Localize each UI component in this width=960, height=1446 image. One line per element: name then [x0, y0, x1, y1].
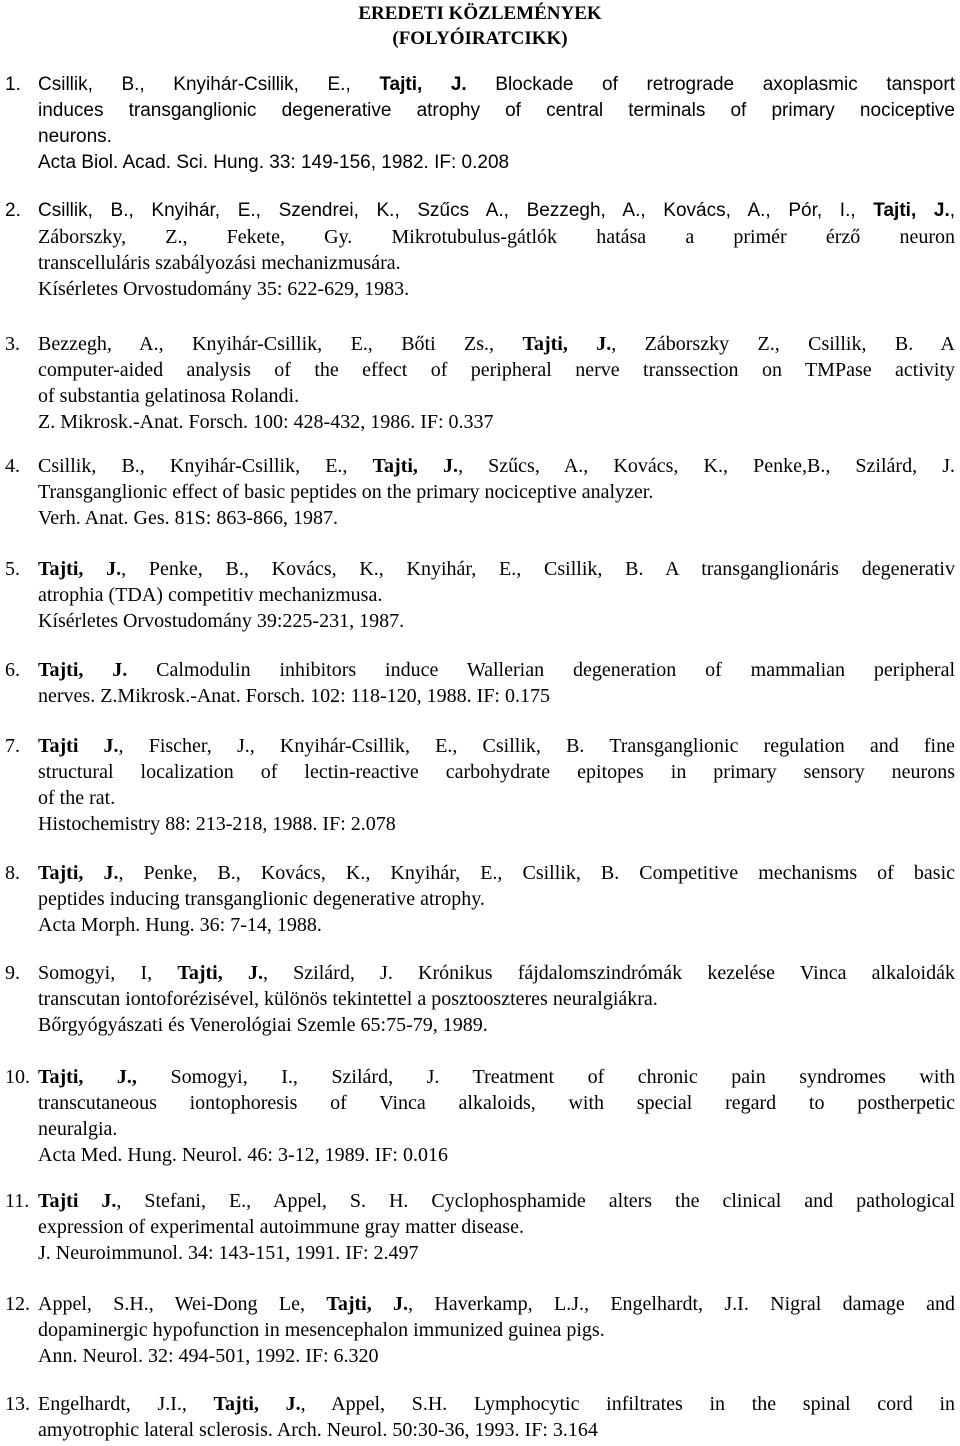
- entry-text-segment: Acta Med. Hung. Neurol. 46: 3-12, 1989. IF: 0.016: [38, 1144, 448, 1166]
- entry-text-segment: induces transganglionic degenerative atrophy of central terminals of primary nociceptive: [38, 100, 955, 121]
- entry-text-segment: Blockade of retrograde axoplasmic tansport: [466, 74, 955, 95]
- author-highlight: Tajti, J.: [379, 74, 467, 95]
- author-highlight: Tajti, J.: [213, 1393, 301, 1415]
- entry-number: 8.: [5, 862, 20, 884]
- entry-text-segment: Csillik, B., Knyihár-Csillik, E.,: [38, 74, 380, 95]
- entry-text-segment: , Záborszky Z., Csillik, B. A: [611, 333, 955, 355]
- entry-line: [38, 811, 955, 837]
- entry-line: [38, 912, 955, 938]
- entry-text-segment: Transganglionic effect of basic peptides on the primary nociceptive analyzer.: [38, 481, 654, 503]
- entry-line: [38, 331, 955, 357]
- entry-line: [38, 224, 955, 250]
- entry-text-segment: Engelhardt, J.I.,: [38, 1393, 214, 1415]
- entry-line: [38, 860, 955, 886]
- entry-line: [38, 453, 955, 479]
- page-title: EREDETI KÖZLEMÉNYEK: [358, 3, 602, 24]
- author-highlight: Tajti, J.: [38, 558, 122, 580]
- author-highlight: Tajti, J.: [38, 862, 119, 884]
- entry-text-segment: Appel, S.H., Wei-Dong Le,: [38, 1293, 327, 1315]
- entry-number: 13.: [5, 1393, 30, 1415]
- entry-text-segment: atrophia (TDA) competitiv mechanizmusa.: [38, 584, 383, 606]
- author-highlight: Tajti J.: [38, 1190, 117, 1212]
- entry-line: [38, 198, 955, 224]
- entry-text-segment: Z. Mikrosk.-Anat. Forsch. 100: 428-432, 1986. IF: 0.337: [38, 411, 494, 433]
- entry-line: [38, 1116, 955, 1142]
- entry-text-segment: dopaminergic hypofunction in mesencephalon immunized guinea pigs.: [38, 1319, 605, 1341]
- entry-text-segment: , Szűcs, A., Kovács, K., Penke,B., Szilárd, J.: [458, 455, 955, 477]
- author-highlight: Tajti, J.: [873, 200, 950, 221]
- entry-number: 12.: [5, 1293, 30, 1315]
- author-highlight: Tajti J.: [38, 735, 119, 757]
- entry-text-segment: J. Neuroimmunol. 34: 143-151, 1991. IF: 2.497: [38, 1242, 419, 1264]
- entry-text-segment: Kísérletes Orvostudomány 39:225-231, 1987.: [38, 610, 405, 632]
- entry-text-segment: Csillik, B., Knyihár, E., Szendrei, K., Szűcs A., Bezzegh, A., Kovács, A., Pór, I.,: [38, 200, 874, 221]
- entry-text-segment: ,: [949, 200, 955, 221]
- entry-line: [38, 276, 955, 302]
- entry-number: 5.: [5, 558, 20, 580]
- entry-line: [38, 1214, 955, 1240]
- entry-text-segment: Csillik, B., Knyihár-Csillik, E.,: [38, 455, 373, 477]
- entry-number: 6.: [5, 659, 20, 681]
- entry-text: [38, 453, 955, 531]
- entry-line: [38, 505, 955, 531]
- entry-line: [38, 657, 955, 683]
- entry-line: [38, 1291, 955, 1317]
- entry-line: [38, 1240, 955, 1266]
- author-highlight: Tajti, J.: [177, 962, 263, 984]
- entry-line: [38, 98, 955, 124]
- entry-line: [38, 409, 955, 435]
- entry-line: [38, 383, 955, 409]
- entry-text-segment: , Penke, B., Kovács, K., Knyihár, E., Csillik, B. A transganglionáris degenerativ: [121, 558, 955, 580]
- entry-text: [38, 733, 955, 837]
- entry-number: 3.: [5, 333, 20, 355]
- entry-text-segment: transcelluláris szabályozási mechanizmusára.: [38, 252, 401, 274]
- entry-text-segment: Kísérletes Orvostudomány 35: 622-629, 1983.: [38, 278, 410, 300]
- entry-number: 4.: [5, 455, 20, 477]
- entry-line: [38, 683, 955, 709]
- entry-text-segment: expression of experimental autoimmune gray matter disease.: [38, 1216, 524, 1238]
- entry-text-segment: Acta Morph. Hung. 36: 7-14, 1988.: [38, 914, 322, 936]
- entry-line: [38, 1343, 955, 1369]
- entry-text-segment: Verh. Anat. Ges. 81S: 863-866, 1987.: [38, 507, 338, 529]
- entry-number: 10.: [5, 1066, 30, 1088]
- entry-text: [38, 331, 955, 435]
- entry-text: [38, 1064, 955, 1168]
- entry-line: [38, 1064, 955, 1090]
- author-highlight: Tajti, J.: [522, 333, 612, 355]
- entry-line: [38, 556, 955, 582]
- entry-text-segment: Záborszky, Z., Fekete, Gy. Mikrotubulus-gátlók hatása a primér érző neuron: [38, 226, 955, 248]
- entry-line: [38, 960, 955, 986]
- entry-text-segment: Bőrgyógyászati és Venerológiai Szemle 65:75-79, 1989.: [38, 1014, 488, 1036]
- entry-line: [38, 608, 955, 634]
- entry-number: 11.: [5, 1190, 30, 1212]
- entry-line: [38, 250, 955, 276]
- entry-text-segment: Acta Biol. Acad. Sci. Hung. 33: 149-156, 1982. IF: 0.208: [38, 152, 510, 173]
- entry-text-segment: amyotrophic lateral sclerosis. Arch. Neurol. 50:30-36, 1993. IF: 3.164: [38, 1419, 598, 1441]
- entry-line: [38, 1317, 955, 1343]
- entry-line: [38, 124, 955, 150]
- entry-text-segment: Ann. Neurol. 32: 494-501, 1992. IF: 6.320: [38, 1345, 379, 1367]
- entry-line: [38, 759, 955, 785]
- entry-text-segment: , Penke, B., Kovács, K., Knyihár, E., Csillik, B. Competitive mechanisms of basic: [118, 862, 955, 884]
- entry-text: [38, 72, 955, 176]
- entry-number: 1.: [5, 74, 21, 95]
- entry-line: [38, 733, 955, 759]
- entry-text-segment: , Appel, S.H. Lymphocytic infiltrates in the spinal cord in: [300, 1393, 956, 1415]
- entry-text-segment: neuralgia.: [38, 1118, 118, 1140]
- entry-text: [38, 657, 955, 709]
- entry-line: [38, 150, 955, 176]
- entry-line: [38, 1090, 955, 1116]
- entry-line: [38, 785, 955, 811]
- entry-text: [38, 556, 955, 634]
- entry-text-segment: transcutaneous iontophoresis of Vinca alkaloids, with special regard to postherpetic: [38, 1092, 955, 1114]
- entry-text: [38, 960, 955, 1038]
- entry-text-segment: transcutan iontoforézisével, különös tekintettel a posztooszteres neuralgiákra.: [38, 988, 658, 1010]
- entry-text: [38, 198, 955, 302]
- entry-text-segment: Histochemistry 88: 213-218, 1988. IF: 2.078: [38, 813, 396, 835]
- entry-text-segment: Bezzegh, A., Knyihár-Csillik, E., Bőti Zs.,: [38, 333, 523, 355]
- entry-text: [38, 860, 955, 938]
- entry-line: [38, 1391, 955, 1417]
- author-highlight: Tajti, J.: [372, 455, 459, 477]
- entry-line: [38, 986, 955, 1012]
- entry-text-segment: Somogyi, I,: [38, 962, 178, 984]
- entry-text-segment: computer-aided analysis of the effect of peripheral nerve transsection on TMPase activity: [38, 359, 955, 381]
- entry-line: [38, 479, 955, 505]
- entry-line: [38, 357, 955, 383]
- entry-text-segment: , Stefani, E., Appel, S. H. Cyclophosphamide alters the clinical and pathological: [116, 1190, 955, 1212]
- entry-line: [38, 886, 955, 912]
- entry-text: [38, 1291, 955, 1369]
- entry-line: [38, 1012, 955, 1038]
- entry-text-segment: peptides inducing transganglionic degenerative atrophy.: [38, 888, 485, 910]
- entry-text-segment: neurons.: [38, 126, 112, 147]
- entry-line: [38, 1417, 955, 1443]
- entry-text-segment: nerves. Z.Mikrosk.-Anat. Forsch. 102: 118-120, 1988. IF: 0.175: [38, 685, 550, 707]
- entry-text-segment: , Szilárd, J. Krónikus fájdalomszindrómák kezelése Vinca alkaloidák: [262, 962, 955, 984]
- author-highlight: Tajti, J.,: [38, 1066, 137, 1088]
- entry-line: [38, 582, 955, 608]
- entry-line: [38, 72, 955, 98]
- entry-number: 2.: [5, 200, 21, 221]
- entry-line: [38, 1142, 955, 1168]
- entry-number: 9.: [5, 962, 20, 984]
- entry-text-segment: Calmodulin inhibitors induce Wallerian degeneration of mammalian peripheral: [127, 659, 955, 681]
- page-subtitle: (FOLYÓIRATCIKK): [392, 28, 568, 49]
- entry-text-segment: Somogyi, I., Szilárd, J. Treatment of chronic pain syndromes with: [136, 1066, 955, 1088]
- entry-text-segment: , Fischer, J., Knyihár-Csillik, E., Csillik, B. Transganglionic regulation and fine: [118, 735, 955, 757]
- entry-text: [38, 1391, 955, 1443]
- entry-text: [38, 1188, 955, 1266]
- author-highlight: Tajti, J.: [38, 659, 128, 681]
- entry-number: 7.: [5, 735, 20, 757]
- entry-line: [38, 1188, 955, 1214]
- entry-text-segment: structural localization of lectin-reactive carbohydrate epitopes in primary sensory neurons: [38, 761, 955, 783]
- entry-text-segment: , Haverkamp, L.J., Engelhardt, J.I. Nigral damage and: [408, 1293, 955, 1315]
- author-highlight: Tajti, J.: [326, 1293, 409, 1315]
- entry-text-segment: of substantia gelatinosa Rolandi.: [38, 385, 300, 407]
- entry-text-segment: of the rat.: [38, 787, 116, 809]
